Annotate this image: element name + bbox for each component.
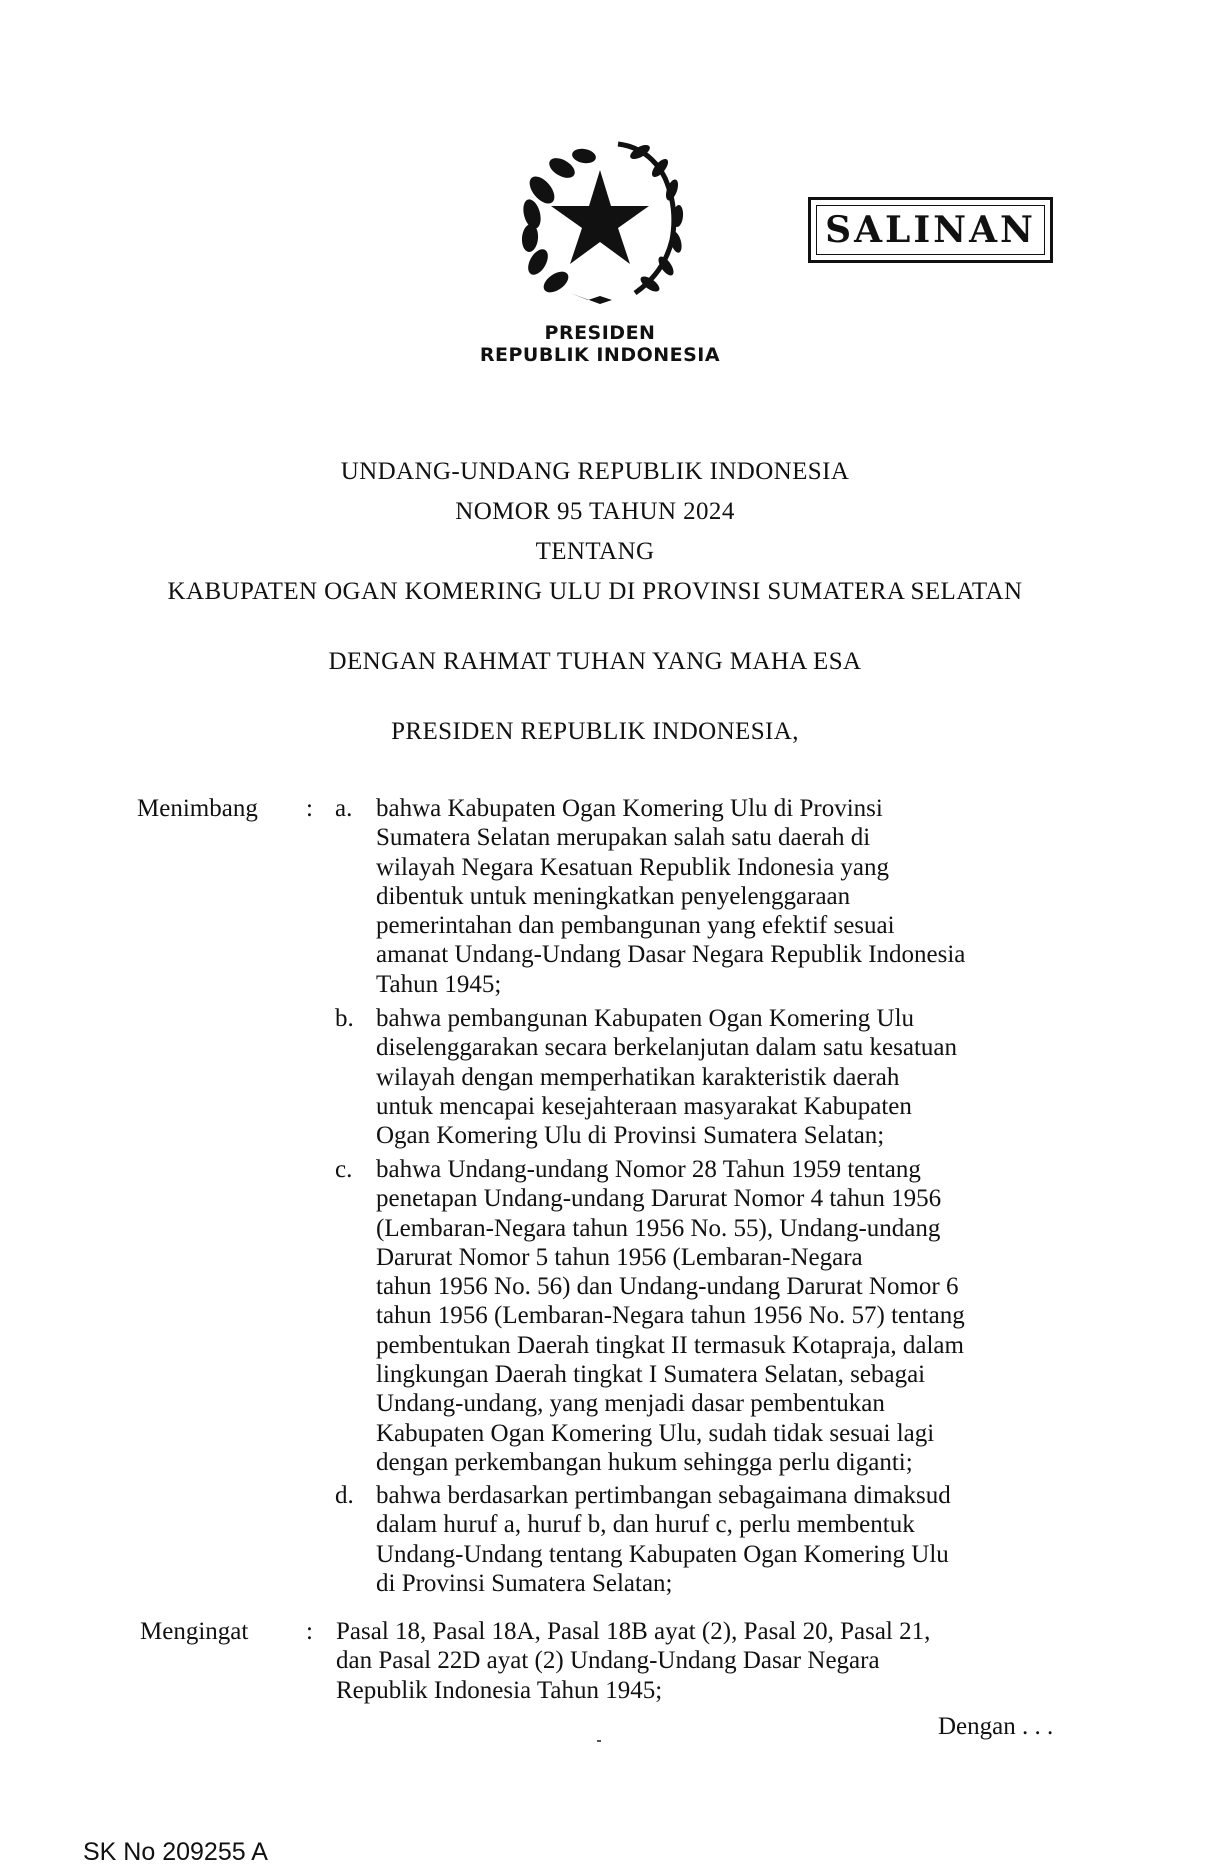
menimbang-item-b-letter: b.	[335, 1005, 354, 1032]
text-line: pembentukan Daerah tingkat II termasuk Kotapraja, dalam	[376, 1331, 964, 1359]
text-line: Pasal 18, Pasal 18A, Pasal 18B ayat (2), Pasal 20, Pasal 21,	[336, 1618, 931, 1645]
text-line: Republik Indonesia Tahun 1945;	[336, 1676, 663, 1704]
law-title-line-2: NOMOR 95 TAHUN 2024	[455, 498, 735, 525]
text-line: wilayah dengan memperhatikan karakteristik daerah	[376, 1063, 900, 1091]
text-line: dan Pasal 22D ayat (2) Undang-Undang Dasar Negara	[336, 1647, 880, 1675]
menimbang-item-d	[376, 1481, 1070, 1598]
text-line: amanat Undang-Undang Dasar Negara Republik Indonesia	[376, 941, 966, 969]
text-line: dibentuk untuk meningkatkan penyelenggaraan	[376, 882, 851, 910]
issuer-line-1: PRESIDEN	[544, 322, 656, 344]
text-line: Tahun 1945;	[376, 970, 502, 998]
issuer-line-2: REPUBLIK INDONESIA	[479, 344, 721, 366]
text-line: Sumatera Selatan merupakan salah satu daerah di	[376, 824, 871, 852]
garuda-emblem-icon	[500, 128, 700, 308]
law-title-line-3: TENTANG	[535, 538, 655, 565]
text-line: di Provinsi Sumatera Selatan;	[376, 1569, 673, 1597]
mengingat-label: Mengingat	[140, 1618, 249, 1645]
mengingat-text	[336, 1617, 1070, 1705]
text-line: Ogan Komering Ulu di Provinsi Sumatera Selatan;	[376, 1122, 885, 1150]
text-line: penetapan Undang-undang Darurat Nomor 4 tahun 1956	[376, 1185, 942, 1213]
text-line: Undang-undang, yang menjadi dasar pembentukan	[376, 1390, 885, 1418]
text-line: Undang-Undang tentang Kabupaten Ogan Komering Ulu	[376, 1540, 949, 1568]
mengingat-colon: :	[306, 1618, 313, 1645]
text-line: bahwa pembangunan Kabupaten Ogan Komering Ulu	[376, 1005, 915, 1032]
text-line: bahwa berdasarkan pertimbangan sebagaimana dimaksud	[376, 1482, 951, 1509]
salinan-stamp	[808, 197, 1053, 263]
text-line: bahwa Undang-undang Nomor 28 Tahun 1959 tentang	[376, 1156, 921, 1183]
text-line: Darurat Nomor 5 tahun 1956 (Lembaran-Negara	[376, 1243, 863, 1271]
text-line: diselenggarakan secara berkelanjutan dalam satu kesatuan	[376, 1034, 957, 1062]
footer-code: SK No 209255 A	[83, 1838, 268, 1866]
menimbang-item-c-letter: c.	[335, 1156, 353, 1183]
menimbang-item-a	[376, 794, 1070, 999]
text-line: Kabupaten Ogan Komering Ulu, sudah tidak sesuai lagi	[376, 1419, 935, 1447]
menimbang-item-d-letter: d.	[335, 1482, 354, 1509]
menimbang-colon: :	[306, 795, 313, 822]
scan-mark	[597, 1740, 601, 1742]
menimbang-label: Menimbang	[137, 795, 258, 822]
salinan-text: SALINAN	[825, 209, 1036, 251]
menimbang-item-c	[376, 1155, 1070, 1477]
preamble-line-1: DENGAN RAHMAT TUHAN YANG MAHA ESA	[328, 648, 862, 675]
text-line: pemerintahan dan pembangunan yang efektif sesuai	[376, 912, 895, 940]
law-title-line-1: UNDANG-UNDANG REPUBLIK INDONESIA	[340, 458, 850, 485]
law-title-line-4: KABUPATEN OGAN KOMERING ULU DI PROVINSI SUMATERA SELATAN	[167, 578, 1023, 605]
text-line: bahwa Kabupaten Ogan Komering Ulu di Provinsi	[376, 795, 883, 822]
text-line: dalam huruf a, huruf b, dan huruf c, perlu membentuk	[376, 1511, 915, 1539]
text-line: tahun 1956 (Lembaran-Negara tahun 1956 No. 57) tentang	[376, 1302, 965, 1330]
text-line: (Lembaran-Negara tahun 1956 No. 55), Undang-undang	[376, 1214, 941, 1242]
preamble-line-2: PRESIDEN REPUBLIK INDONESIA,	[391, 718, 799, 745]
continuation-text: Dengan . . .	[938, 1713, 1054, 1740]
menimbang-item-a-letter: a.	[335, 795, 353, 822]
text-line: untuk mencapai kesejahteraan masyarakat Kabupaten	[376, 1092, 912, 1120]
menimbang-item-b	[376, 1004, 1070, 1150]
text-line: lingkungan Daerah tingkat I Sumatera Selatan, sebagai	[376, 1361, 926, 1389]
text-line: wilayah Negara Kesatuan Republik Indonesia yang	[376, 853, 890, 881]
text-line: dengan perkembangan hukum sehingga perlu diganti;	[376, 1448, 913, 1476]
text-line: tahun 1956 No. 56) dan Undang-undang Darurat Nomor 6	[376, 1273, 959, 1301]
